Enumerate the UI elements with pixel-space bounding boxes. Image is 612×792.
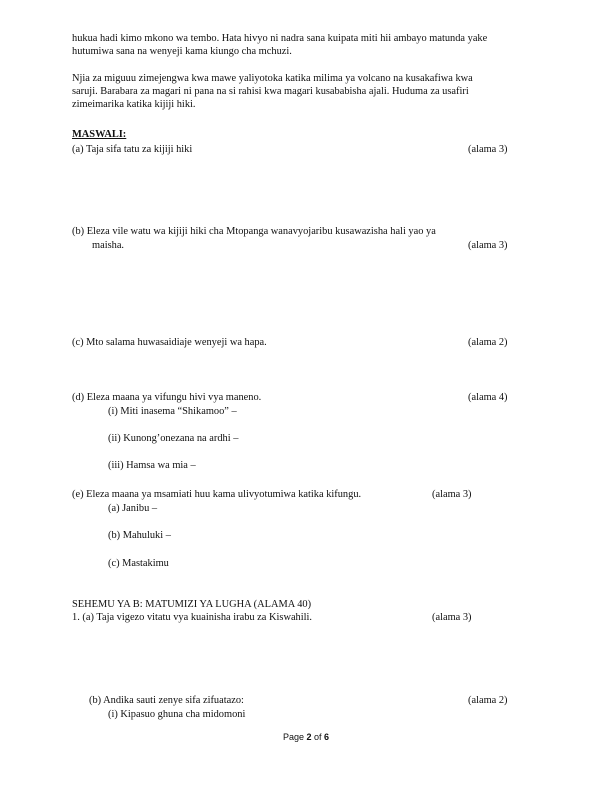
passage-line: hutumiwa sana na wenyeji kama kiungo cha mchuzi. (72, 46, 292, 57)
current-page: 2 (306, 732, 312, 742)
passage-line: hukua hadi kimo mkono wa tembo. Hata hivyo ni nadra sana kuipata miti hii ambayo matunda yake (72, 33, 488, 44)
passage-line: zimeimarika katika kijiji hiki. (72, 99, 196, 110)
question-c: (c) Mto salama huwasaidiaje wenyeji wa hapa. (72, 337, 267, 348)
question-d-item: (ii) Kunong’onezana na ardhi – (108, 433, 239, 444)
maswali-heading: MASWALI: (72, 129, 127, 140)
question-1b-item: (i) Kipasuo ghuna cha midomoni (108, 709, 246, 720)
passage-line: saruji. Barabara za magari ni pana na si rahisi kwa magari kusababisha ajali. Huduma za usafiri (72, 86, 469, 97)
question-d: (d) Eleza maana ya vifungu hivi vya maneno. (72, 392, 262, 403)
question-d-item: (iii) Hamsa wa mia – (108, 460, 196, 471)
question-b-cont: maisha. (92, 240, 125, 251)
section-b-heading: SEHEMU YA B: MATUMIZI YA LUGHA (ALAMA 40) (72, 599, 312, 610)
question-e-item: (a) Janibu – (108, 503, 158, 514)
question-1b-marks: (alama 2) (468, 695, 508, 706)
question-e-item: (b) Mahuluki – (108, 530, 171, 541)
question-c-marks: (alama 2) (468, 337, 508, 348)
question-1a: 1. (a) Taja vigezo vitatu vya kuainisha irabu za Kiswahili. (72, 612, 313, 623)
question-d-marks: (alama 4) (468, 392, 508, 403)
question-e-marks: (alama 3) (432, 489, 472, 500)
question-a: (a) Taja sifa tatu za kijiji hiki (72, 144, 193, 155)
question-d-item: (i) Miti inasema “Shikamoo” – (108, 406, 237, 417)
question-a-marks: (alama 3) (468, 144, 508, 155)
passage-line: Njia za miguuu zimejengwa kwa mawe yaliyotoka katika milima ya volcano na kusakafiwa kwa (72, 73, 473, 84)
question-1a-marks: (alama 3) (432, 612, 472, 623)
question-1b: (b) Andika sauti zenye sifa zifuatazo: (89, 695, 244, 706)
question-e: (e) Eleza maana ya msamiati huu kama ulivyotumiwa katika kifungu. (72, 489, 362, 500)
page-footer: Page 2 of 6 (282, 732, 330, 742)
total-pages: 6 (324, 732, 330, 742)
question-b-marks: (alama 3) (468, 240, 508, 251)
question-b: (b) Eleza vile watu wa kijiji hiki cha Mtopanga wanavyojaribu kusawazisha hali yao ya (72, 226, 436, 237)
question-e-item: (c) Mastakimu (108, 558, 169, 569)
